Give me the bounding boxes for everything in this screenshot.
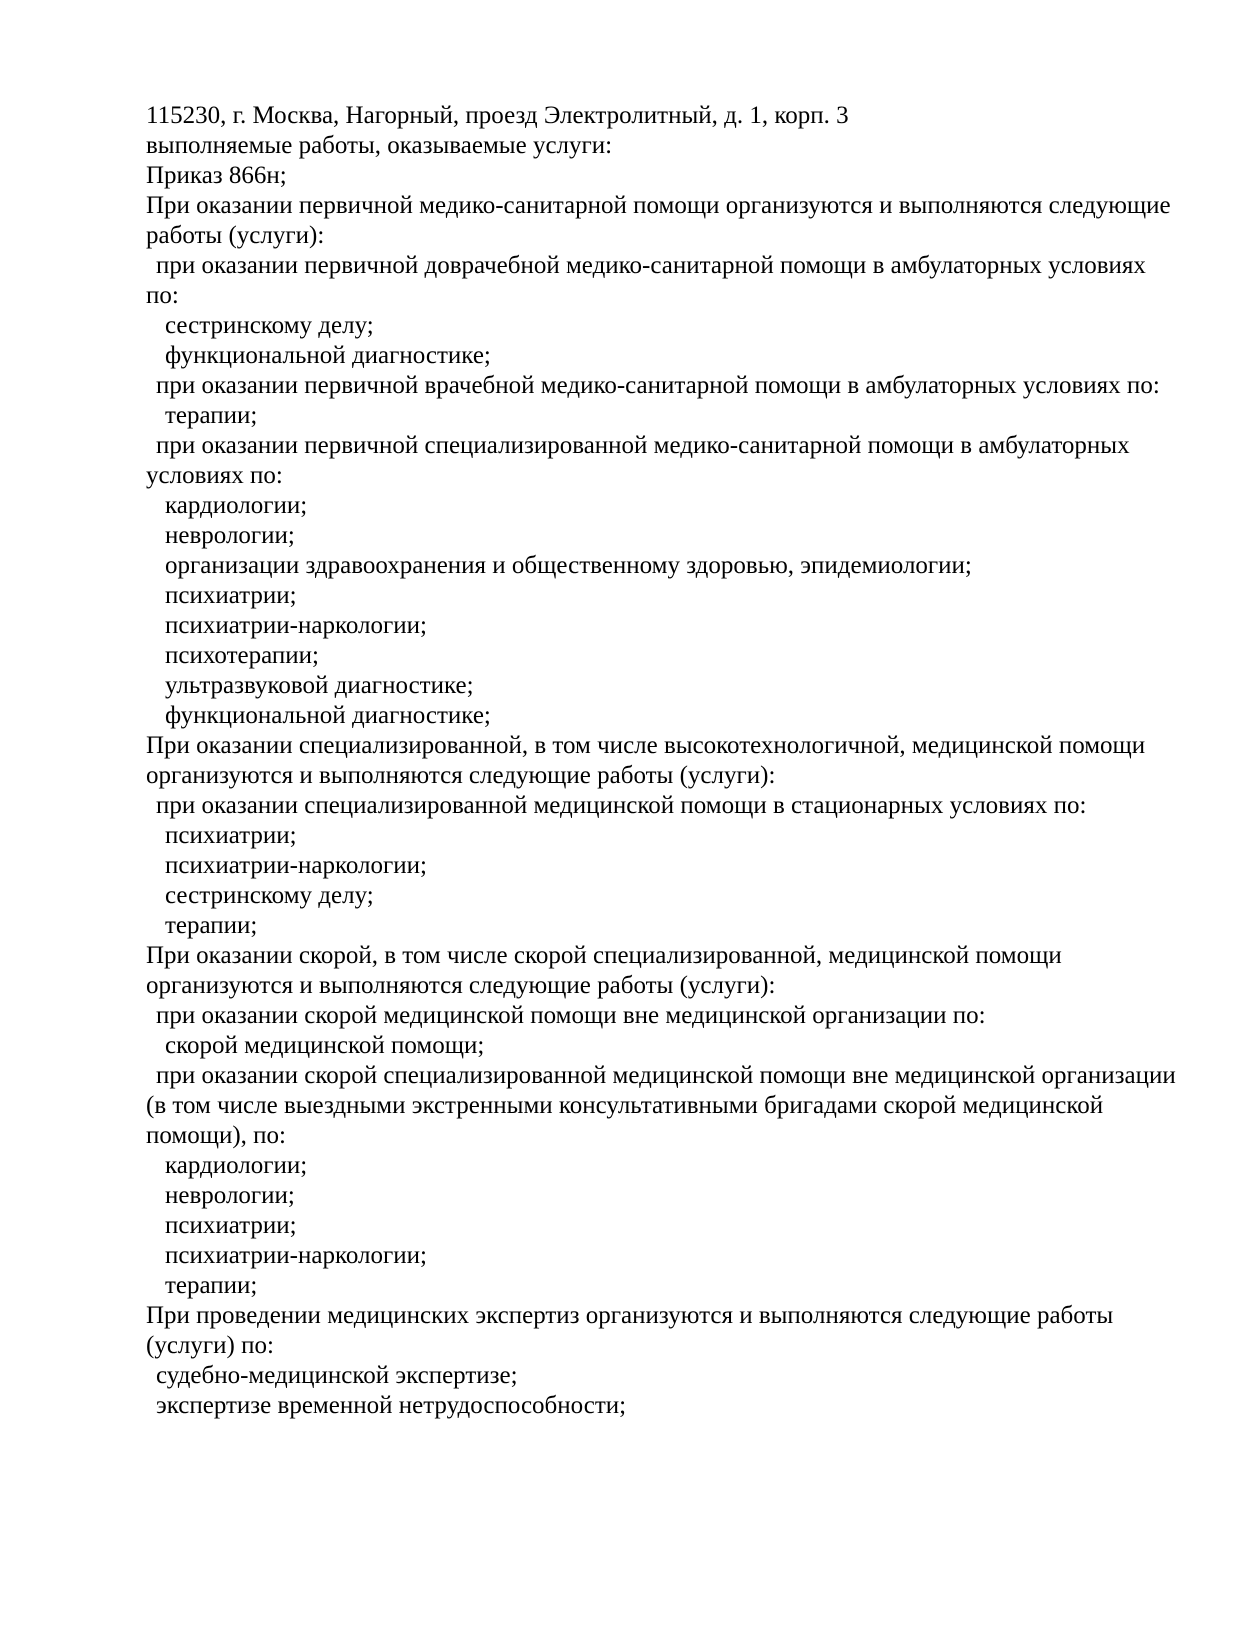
paragraph-line: при оказании первичной врачебной медико-санитарной помощи в амбулаторных условиях по: bbox=[156, 372, 1160, 399]
paragraph-line-continuation: (в том числе выездными экстренными консультативными бригадами скорой медицинской bbox=[146, 1092, 1104, 1119]
paragraph-line: организации здравоохранения и общественному здоровью, эпидемиологии; bbox=[165, 552, 972, 579]
paragraph-line: ультразвуковой диагностике; bbox=[165, 672, 474, 699]
paragraph-line: при оказании специализированной медицинской помощи в стационарных условиях по: bbox=[156, 792, 1087, 819]
paragraph-line-continuation: по: bbox=[146, 282, 179, 309]
paragraph-line: психотерапии; bbox=[165, 642, 319, 669]
paragraph-line: психиатрии-наркологии; bbox=[165, 1242, 427, 1269]
paragraph-line: при оказании скорой медицинской помощи вне медицинской организации по: bbox=[156, 1002, 986, 1029]
document-text-block bbox=[146, 101, 1176, 1421]
paragraph-line: терапии; bbox=[165, 912, 258, 939]
paragraph-line: функциональной диагностике; bbox=[165, 702, 491, 729]
paragraph-line: психиатрии; bbox=[165, 582, 297, 609]
paragraph-line: психиатрии; bbox=[165, 822, 297, 849]
paragraph-line: психиатрии-наркологии; bbox=[165, 852, 427, 879]
paragraph-line: выполняемые работы, оказываемые услуги: bbox=[146, 132, 613, 159]
paragraph-line: скорой медицинской помощи; bbox=[165, 1032, 485, 1059]
paragraph-line-continuation: (услуги) по: bbox=[146, 1332, 274, 1359]
paragraph-line: при оказании скорой специализированной медицинской помощи вне медицинской организации bbox=[156, 1062, 1176, 1089]
paragraph-line: терапии; bbox=[165, 402, 258, 429]
paragraph-line-continuation: условиях по: bbox=[146, 462, 283, 489]
paragraph-line: психиатрии-наркологии; bbox=[165, 612, 427, 639]
paragraph-line: судебно-медицинской экспертизе; bbox=[156, 1362, 518, 1389]
paragraph-line: неврологии; bbox=[165, 1182, 295, 1209]
paragraph-line: сестринскому делу; bbox=[165, 882, 374, 909]
paragraph-line-continuation: организуются и выполняются следующие работы (услуги): bbox=[146, 762, 776, 789]
paragraph-line: сестринскому делу; bbox=[165, 312, 374, 339]
paragraph-line: психиатрии; bbox=[165, 1212, 297, 1239]
paragraph-line: функциональной диагностике; bbox=[165, 342, 491, 369]
paragraph-line: При проведении медицинских экспертиз организуются и выполняются следующие работы bbox=[146, 1302, 1114, 1329]
paragraph-line: При оказании первичной медико-санитарной помощи организуются и выполняются следующие bbox=[146, 192, 1171, 219]
paragraph-line: экспертизе временной нетрудоспособности; bbox=[156, 1392, 627, 1419]
paragraph-line: кардиологии; bbox=[165, 492, 308, 519]
paragraph-line-continuation: работы (услуги): bbox=[146, 222, 325, 249]
paragraph-line-continuation: организуются и выполняются следующие работы (услуги): bbox=[146, 972, 776, 999]
paragraph-line: При оказании специализированной, в том числе высокотехнологичной, медицинской помощи bbox=[146, 732, 1146, 759]
paragraph-line: Приказ 866н; bbox=[146, 162, 287, 189]
paragraph-line: терапии; bbox=[165, 1272, 258, 1299]
paragraph-line: неврологии; bbox=[165, 522, 295, 549]
paragraph-line: При оказании скорой, в том числе скорой специализированной, медицинской помощи bbox=[146, 942, 1062, 969]
paragraph-line: при оказании первичной доврачебной медико-санитарной помощи в амбулаторных условиях bbox=[156, 252, 1146, 279]
paragraph-line: кардиологии; bbox=[165, 1152, 308, 1179]
paragraph-line-continuation: помощи), по: bbox=[146, 1122, 287, 1149]
paragraph-line: при оказании первичной специализированной медико-санитарной помощи в амбулаторных bbox=[156, 432, 1130, 459]
paragraph-line: 115230, г. Москва, Нагорный, проезд Электролитный, д. 1, корп. 3 bbox=[146, 102, 849, 129]
